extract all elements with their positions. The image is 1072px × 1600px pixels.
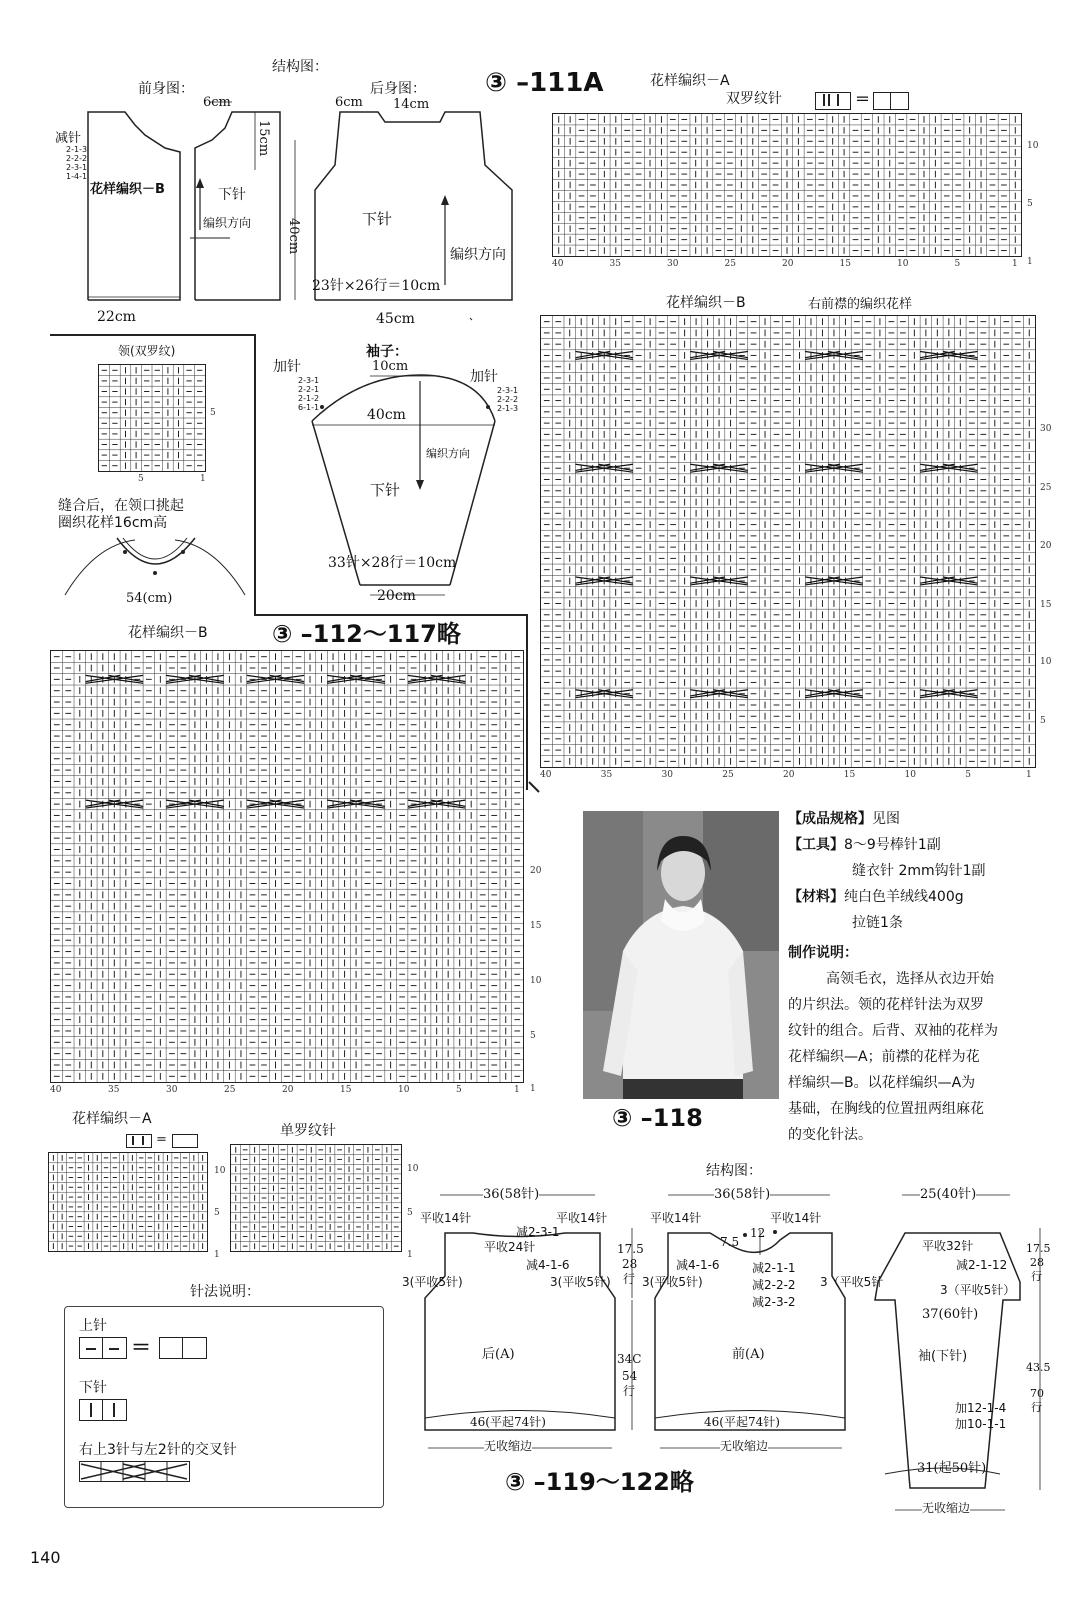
x-tick-label: 5 — [456, 1085, 462, 1095]
collar-note-1: 缝合后，在领口挑起 — [58, 498, 184, 514]
instr-line: 样编织—B。以花样编织—A为 — [788, 1075, 976, 1091]
s119-sleeve-inc1214: 加12-1-4 — [955, 1401, 1007, 1415]
pattern-b-left-title: 花样编织－B — [128, 625, 208, 641]
rib-legend-small: ＝ — [126, 1134, 206, 1148]
s119-front-width: 36(58针) — [714, 1187, 771, 1202]
s119-sleeve-row-unit-2: 行 — [1031, 1401, 1042, 1414]
s119-back-flat14b: 平收14针 — [556, 1211, 608, 1225]
step: 2-1-2 — [298, 394, 320, 403]
sleeve-knit-down: 下针 — [370, 481, 401, 499]
x-tick-label: 10 — [904, 770, 916, 780]
x-tick-label: 30 — [166, 1085, 178, 1095]
s119-structure: 结构图： — [706, 1163, 762, 1179]
dim-40cm: 40cm — [286, 218, 301, 255]
s119-rows54: 54 — [622, 1369, 638, 1383]
s119-sleeve-body: 袖(下针) — [918, 1349, 968, 1364]
axis-label: 1 — [1027, 257, 1033, 267]
s119-sleeve-dec2112: 减2-1-12 — [956, 1258, 1008, 1272]
s119-front-a: 前(A) — [732, 1347, 765, 1362]
step: 2-3-1 — [298, 376, 320, 385]
instr-title: 制作说明： — [788, 945, 858, 961]
x-tick-label: 40 — [50, 1085, 62, 1095]
x-tick-label: 15 — [340, 1085, 352, 1095]
increase-right: 加针 — [470, 369, 498, 385]
collar-length: 54(cm) — [126, 591, 173, 606]
gauge-sleeve: 33针×28行＝10cm — [328, 555, 457, 571]
dim-20cm: 20cm — [377, 588, 416, 604]
increase-left: 加针 — [273, 359, 301, 375]
pattern-a-top-title: 花样编织－A — [650, 73, 730, 89]
dim-40cm-sleeve: 40cm — [367, 407, 406, 423]
x-tick-label: 25 — [224, 1085, 236, 1095]
s119-back-no-dec: 无收缩边 — [484, 1439, 533, 1453]
s119-front-12: 12 — [750, 1226, 766, 1240]
s119-sleeve-width: 25(40针) — [920, 1187, 977, 1202]
axis-label: 10 — [407, 1164, 419, 1174]
single-rib-title: 单罗纹针 — [280, 1123, 336, 1139]
step: 2-2-2 — [497, 395, 519, 404]
spec-material-key: 【材料】 — [788, 889, 844, 905]
instr-line: 的变化针法。 — [788, 1127, 872, 1143]
s119-front-dec211: 减2-1-1 — [752, 1261, 796, 1275]
s119-front-75: 7.5 — [720, 1235, 740, 1249]
heading-112-117: ③ –112～117略 — [272, 620, 461, 648]
axis-label: 10 — [530, 976, 542, 986]
x-tick-label: 1 — [1026, 770, 1032, 780]
spec-size-val: 见图 — [872, 811, 900, 827]
pattern-a-small-title: 花样编织－A — [72, 1111, 152, 1127]
s119-front-flat14: 平收14针 — [650, 1211, 702, 1225]
x-tick-label: 35 — [609, 259, 621, 269]
dim-10cm: 10cm — [372, 359, 409, 374]
front-direction: 编织方向 — [203, 216, 252, 230]
front-label: 前身图： — [138, 81, 194, 97]
spec-size-key: 【成品规格】 — [788, 811, 872, 827]
s119-front-side-left: 3(平收5针) — [642, 1275, 703, 1289]
spec-material-val: 纯白色羊绒线400g — [844, 889, 964, 905]
stitch-legend-box: 上针 ＝ 下针 右上3针与左2针的交叉针 — [64, 1306, 384, 1508]
s119-front-side-right: 3（平收5针 — [820, 1275, 884, 1289]
stitch-cross-label: 右上3针与左2针的交叉针 — [79, 1442, 237, 1458]
spec-tool-val2: 缝衣针 2mm钩针1副 — [852, 863, 986, 879]
axis-label: 1 — [200, 474, 206, 484]
back-knit-down: 下针 — [362, 210, 393, 228]
spec-tool-val: 8～9号棒针1副 — [844, 837, 941, 853]
axis-label: 20 — [530, 866, 542, 876]
s119-back-side-right: 3(平收5针) — [550, 1275, 611, 1289]
s119-back-dec231: 减2-3-1 — [516, 1225, 560, 1239]
s119-sleeve-h175: 17.5 — [1026, 1242, 1051, 1255]
dim-6cm-back: 6cm — [335, 95, 363, 110]
s119-front-dec416: 减4-1-6 — [676, 1258, 720, 1272]
s119-sleeve-bottom: 31(起50针) — [917, 1461, 987, 1476]
s119-h34: 34C — [617, 1352, 642, 1366]
x-tick-label: 5 — [954, 259, 961, 269]
double-rib-label: 双罗纹针 — [726, 91, 782, 107]
instr-line: 高领毛衣，选择从衣边开始 — [826, 971, 994, 987]
heading-111a: ③ –111A — [485, 68, 604, 98]
dim-22cm: 22cm — [97, 309, 136, 325]
axis-label: 5 — [138, 474, 144, 484]
step: 2-2-1 — [298, 385, 320, 394]
x-tick-label: 35 — [108, 1085, 120, 1095]
step: 2-1-3 — [497, 404, 519, 413]
axis-label: 5 — [407, 1208, 413, 1218]
stitch-down-label: 下针 — [79, 1380, 107, 1396]
instr-line: 纹针的组合。后背、双袖的花样为 — [788, 1023, 998, 1039]
axis-label: 10 — [1027, 141, 1039, 151]
front-knit-down: 下针 — [218, 187, 246, 203]
s119-rows28: 28 — [622, 1257, 638, 1271]
right-front-pattern-label: 右前襟的编织花样 — [808, 297, 913, 312]
s119-sleeve-37: 37(60针) — [922, 1307, 979, 1322]
s119-back-bottom: 46(平起74针) — [470, 1415, 546, 1429]
x-tick-label: 20 — [282, 1085, 294, 1095]
axis-label: 5 — [214, 1208, 220, 1218]
s119-back-dec416: 减4-1-6 — [526, 1258, 570, 1272]
x-tick-label: 1 — [1012, 259, 1018, 269]
axis-label: 5 — [530, 1031, 536, 1041]
s119-sleeve-rows28: 28 — [1030, 1256, 1044, 1269]
step: 6-1-1 — [298, 403, 320, 412]
x-tick-label: 40 — [540, 770, 552, 780]
structure-label: 结构图： — [272, 59, 328, 75]
dim-14cm: 14cm — [393, 97, 430, 112]
axis-label: 30 — [1040, 424, 1052, 434]
x-tick-label: 15 — [843, 770, 856, 780]
s119-front-no-dec: 无收缩边 — [720, 1439, 769, 1453]
step: 2-3-1 — [497, 386, 519, 395]
spec-material-val2: 拉链1条 — [852, 915, 903, 931]
axis-label: 1 — [530, 1084, 536, 1094]
sleeve-direction: 编织方向 — [426, 447, 470, 460]
s119-back-width: 36(58针) — [483, 1187, 540, 1202]
axis-label: 1 — [407, 1250, 413, 1260]
s119-front-flat14b: 平收14针 — [770, 1211, 822, 1225]
step: 2-1-3 — [66, 145, 88, 154]
back-direction: 编织方向 — [450, 247, 506, 263]
s119-row-unit-2: 行 — [623, 1384, 636, 1398]
x-tick-label: 10 — [897, 259, 909, 269]
x-tick-label: 5 — [965, 770, 971, 780]
x-tick-label: 35 — [600, 770, 613, 780]
s119-front-dec222: 减2-2-2 — [752, 1278, 796, 1292]
stitch-legend-title: 针法说明： — [190, 1284, 260, 1300]
axis-label: 10 — [1040, 657, 1052, 667]
s119-sleeve-inc1011: 加10-1-1 — [955, 1417, 1007, 1431]
x-tick-label: 20 — [782, 259, 794, 269]
s119-front-bottom: 46(平起74针) — [704, 1415, 780, 1429]
s119-h175: 17.5 — [617, 1242, 644, 1256]
gauge-body: 23针×26行＝10cm — [312, 278, 441, 294]
rib-legend-top: ＝ — [815, 92, 910, 110]
axis-label: 10 — [214, 1166, 226, 1176]
axis-label: 15 — [530, 921, 542, 931]
s119-sleeve-row-unit: 行 — [1031, 1270, 1042, 1283]
collar-title: 领(双罗纹) — [118, 344, 176, 358]
front-pattern-b: 花样编织－B — [90, 182, 165, 197]
dim-45cm: 45cm — [376, 311, 415, 327]
back-label: 后身图： — [370, 81, 426, 97]
decrease-label: 减针 — [55, 131, 82, 146]
spec-tool-key: 【工具】 — [788, 837, 844, 853]
s119-row-unit: 行 — [623, 1272, 636, 1286]
step: 2-3-1 — [66, 163, 88, 172]
x-tick-label: 25 — [722, 770, 734, 780]
s119-sleeve-3: 3（平收5针） — [940, 1283, 1016, 1297]
stitch-up-label: 上针 — [79, 1318, 107, 1334]
x-tick-label: 30 — [667, 259, 679, 269]
axis-label: 5 — [210, 408, 216, 418]
s119-sleeve-flat32: 平收32针 — [922, 1239, 974, 1253]
heading-118: ③ –118 — [612, 1104, 703, 1132]
s119-sleeve-rows70: 70 — [1030, 1387, 1044, 1400]
x-tick-label: 40 — [552, 259, 564, 269]
axis-label: 20 — [1040, 541, 1052, 551]
heading-119-122: ③ –119～122略 — [505, 1468, 694, 1496]
s119-sleeve-no-dec: 无收缩边 — [922, 1501, 971, 1515]
step: 1-4-1 — [66, 172, 88, 181]
s119-back-flat14: 平收14针 — [420, 1211, 472, 1225]
s119-back-flat24: 平收24针 — [484, 1240, 536, 1254]
x-tick-label: 10 — [398, 1085, 410, 1095]
pattern-b-right-title: 花样编织－B — [666, 295, 746, 311]
axis-label: 5 — [1040, 716, 1046, 726]
x-tick-label: 1 — [514, 1085, 520, 1095]
page-number: 140 — [30, 1548, 61, 1567]
s119-back-side-left: 3(平收5针) — [402, 1275, 463, 1289]
dim-6cm-front: 6cm — [203, 95, 231, 110]
x-tick-label: 20 — [783, 770, 795, 780]
axis-label: 15 — [1040, 600, 1052, 610]
x-tick-label: 25 — [724, 259, 736, 269]
s119-front-dec232: 减2-3-2 — [752, 1295, 796, 1309]
collar-note-2: 圈织花样16cm高 — [58, 515, 168, 531]
sleeve-label: 袖子： — [366, 344, 408, 360]
axis-label: 25 — [1040, 483, 1052, 493]
instr-line: 的片织法。领的花样针法为双罗 — [788, 997, 984, 1013]
s119-back-a: 后(A) — [482, 1347, 515, 1362]
x-tick-label: 30 — [661, 770, 673, 780]
instr-line: 花样编织—A；前襟的花样为花 — [788, 1049, 980, 1065]
s119-sleeve-435: 43.5 — [1026, 1361, 1051, 1374]
axis-label: 1 — [214, 1250, 220, 1260]
x-tick-label: 15 — [839, 259, 851, 269]
step: 2-2-2 — [66, 154, 88, 163]
instr-line: 基础，在胸线的位置扭两组麻花 — [788, 1101, 984, 1117]
axis-label: 5 — [1027, 199, 1033, 209]
dim-15cm: 15cm — [256, 120, 271, 157]
